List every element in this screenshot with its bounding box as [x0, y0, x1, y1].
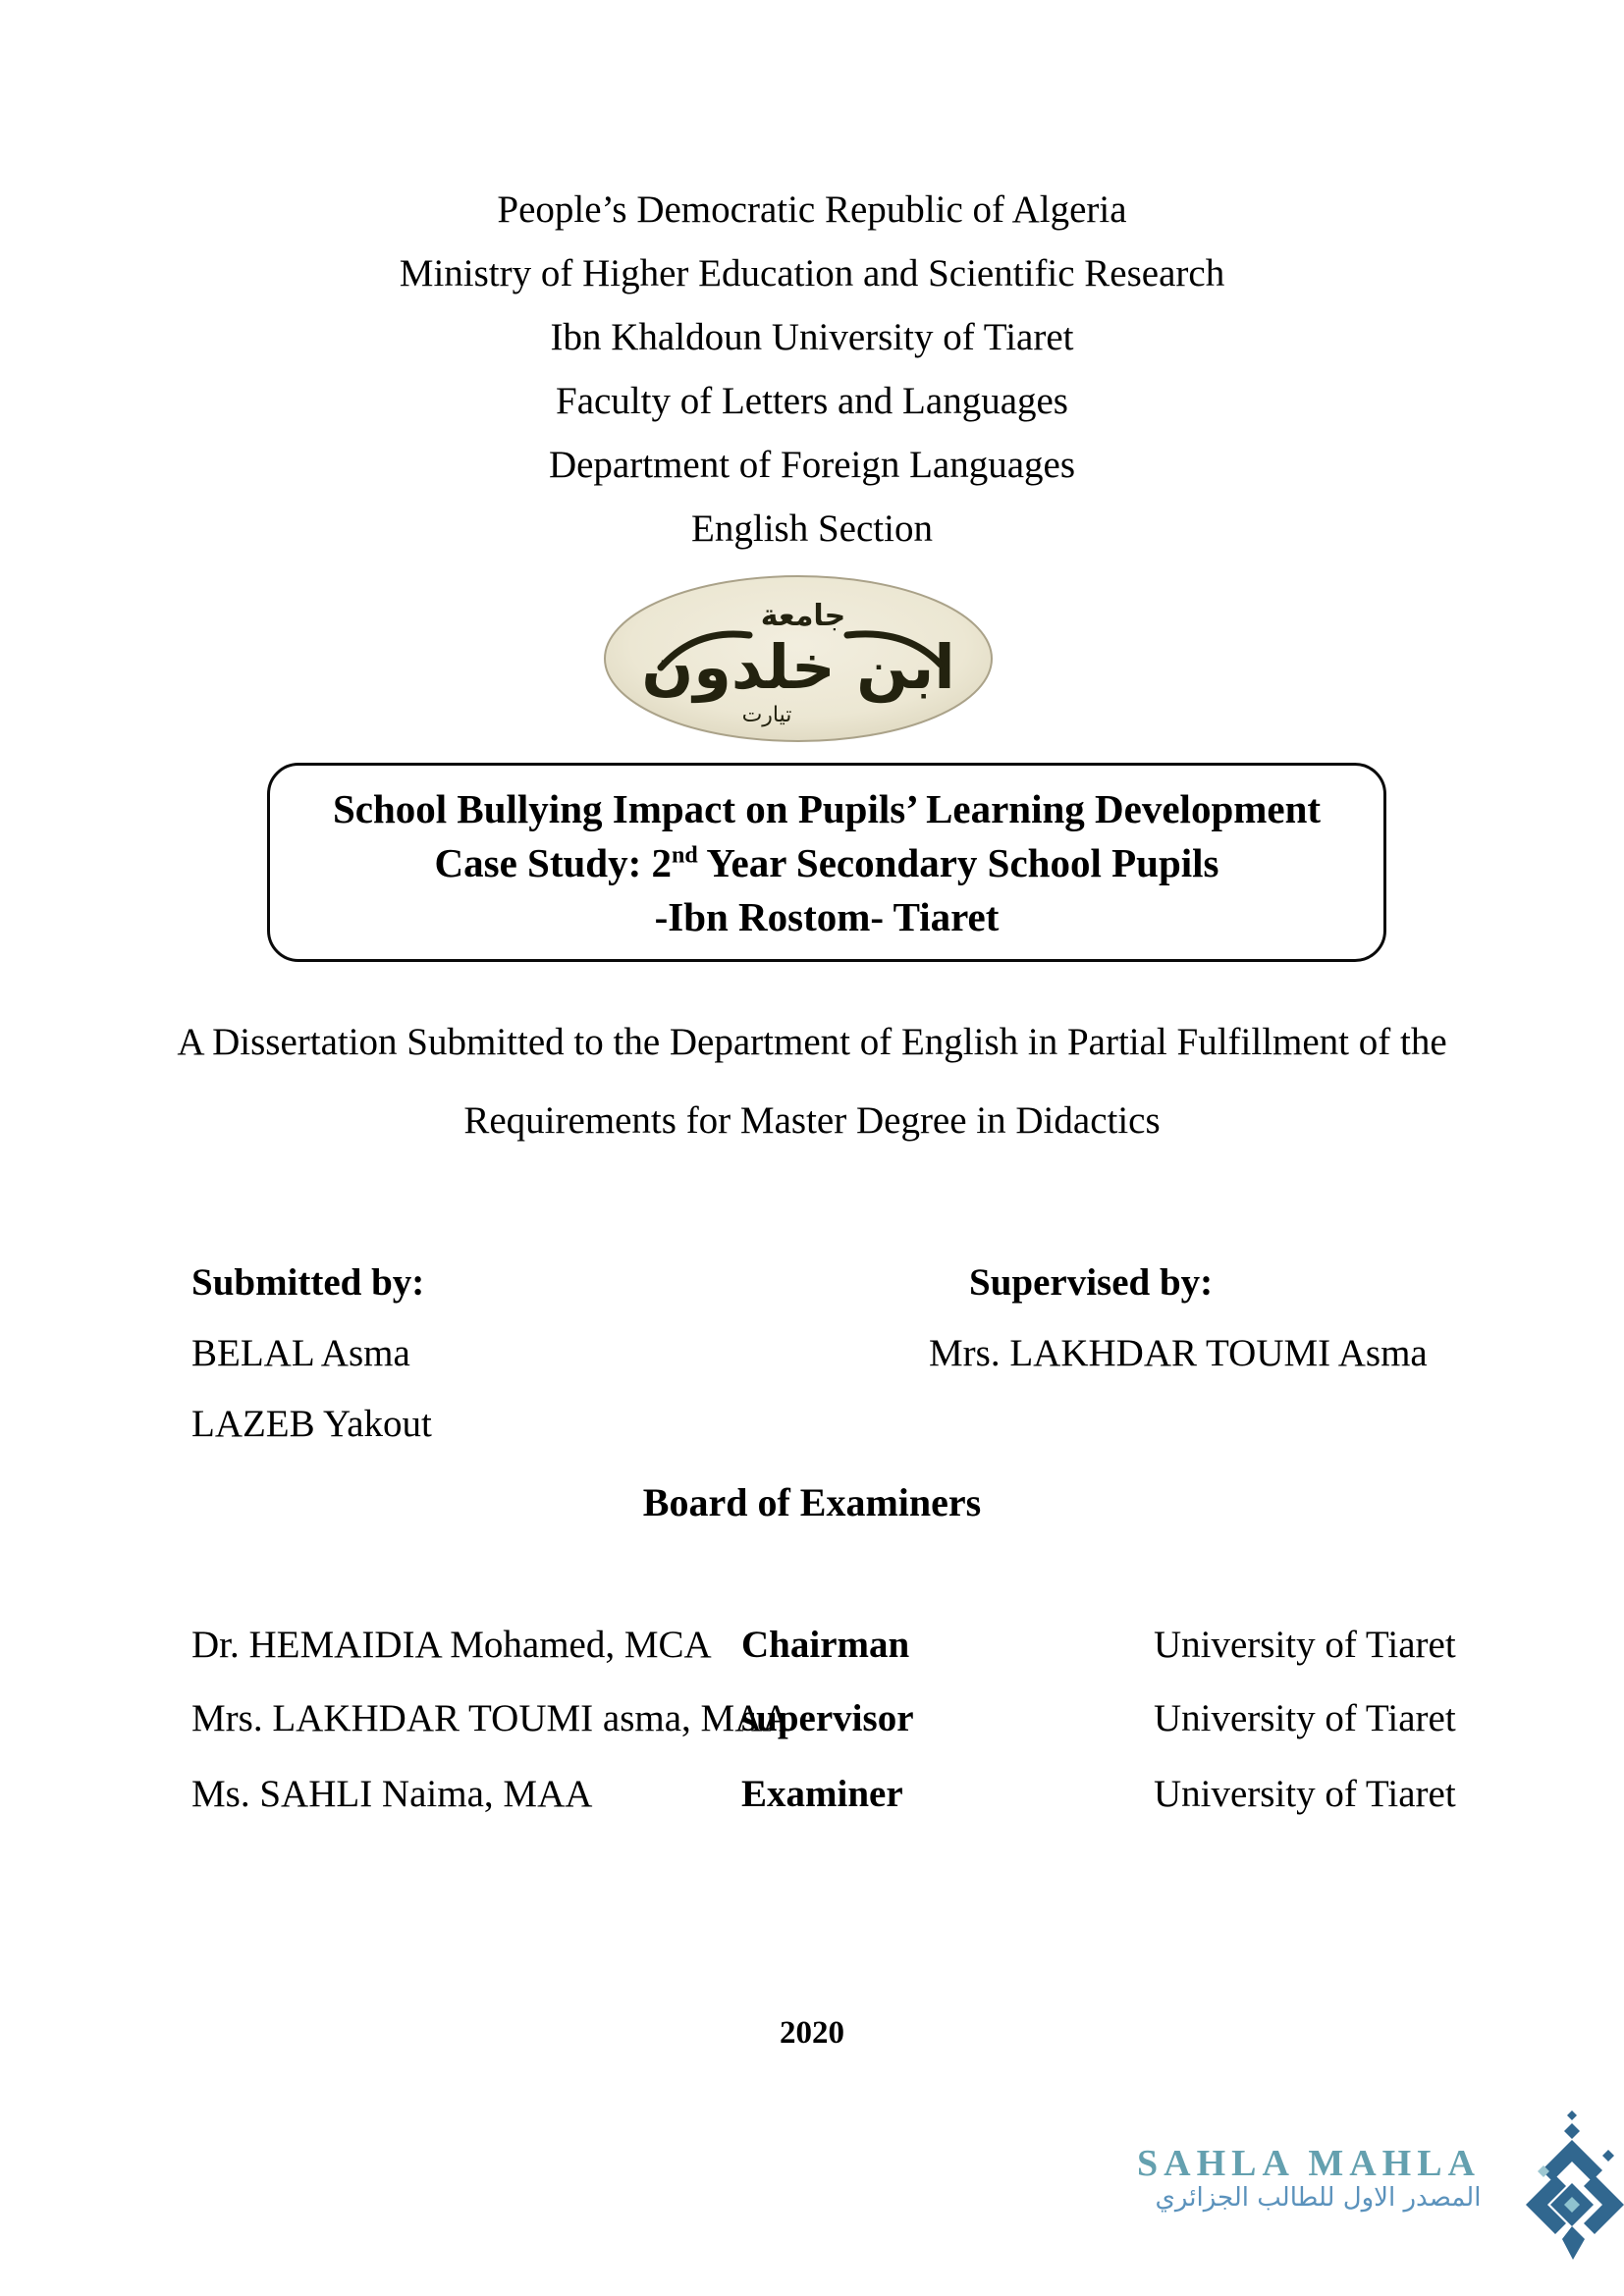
title-line-3: -Ibn Rostom- Tiaret [654, 894, 1000, 939]
header-line-country: People’s Democratic Republic of Algeria [497, 188, 1127, 231]
title-line-2-text-cont: Year Secondary School Pupils [697, 840, 1219, 885]
header-line-section: English Section [691, 507, 933, 550]
sahla-mahla-brand-text: SAHLA MAHLA [1137, 2143, 1481, 2184]
sahla-mahla-mark-image [1514, 2110, 1624, 2260]
seal-word-bottom: تيارت [741, 703, 792, 727]
dissertation-statement [0, 1003, 1624, 1160]
supervised-by-label: Supervised by: [969, 1261, 1214, 1304]
submitted-by-label: Submitted by: [191, 1261, 425, 1304]
year: 2020 [780, 2015, 844, 2051]
examiner-role: Examiner [741, 1773, 903, 1815]
board-row [0, 1772, 1624, 1821]
header-line-university: Ibn Khaldoun University of Tiaret [550, 316, 1074, 358]
title-line-2 [270, 836, 1383, 890]
title-box [267, 763, 1386, 962]
board-of-examiners-title: Board of Examiners [642, 1480, 982, 1524]
university-seal [602, 574, 995, 743]
examiner-university: University of Tiaret [1154, 1624, 1456, 1666]
header-line-department: Department of Foreign Languages [548, 444, 1076, 486]
header-line-faculty: Faculty of Letters and Languages [556, 380, 1068, 422]
submitter-name-2: LAZEB Yakout [191, 1403, 432, 1445]
board-row [0, 1696, 1624, 1745]
sahla-mahla-logo-mark [1514, 2110, 1624, 2260]
university-seal-image [602, 574, 995, 743]
examiner-name: Dr. HEMAIDIA Mohamed, MCA [191, 1624, 712, 1666]
seal-word-main: ابن خلدون [641, 631, 955, 703]
examiner-university: University of Tiaret [1154, 1773, 1456, 1815]
statement-line-2: Requirements for Master Degree in Didactics [463, 1099, 1161, 1142]
examiner-role: Chairman [741, 1624, 910, 1666]
examiner-university: University of Tiaret [1154, 1697, 1456, 1739]
examiner-role: supervisor [741, 1697, 914, 1739]
submitter-name-1: BELAL Asma [191, 1332, 410, 1374]
supervisor-name: Mrs. LAKHDAR TOUMI Asma [929, 1332, 1428, 1374]
sahla-mahla-tagline: المصدر الاول للطالب الجزائري [1155, 2183, 1482, 2213]
institution-header [0, 178, 1624, 561]
header-line-ministry: Ministry of Higher Education and Scientific Research [399, 252, 1225, 294]
board-row [0, 1623, 1624, 1672]
seal-word-top: جامعة [760, 599, 846, 633]
title-line-1: School Bullying Impact on Pupils’ Learning Development [332, 786, 1322, 831]
title-line-2-superscript: nd [672, 842, 698, 869]
examiner-name: Ms. SAHLI Naima, MAA [191, 1773, 593, 1815]
title-line-2-text: Case Study: 2 [434, 840, 672, 885]
statement-line-1: A Dissertation Submitted to the Department of English in Partial Fulfillment of the [177, 1021, 1447, 1063]
examiner-name: Mrs. LAKHDAR TOUMI asma, MAA [191, 1697, 790, 1739]
